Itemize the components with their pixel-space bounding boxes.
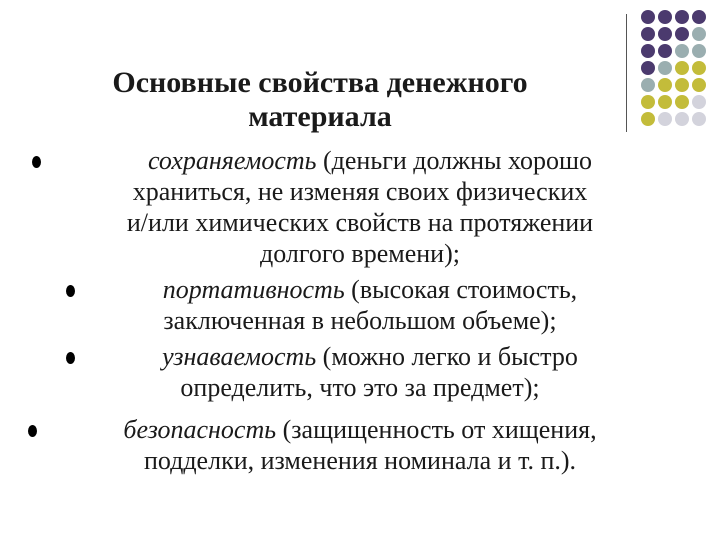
- decorative-dot: [658, 112, 672, 126]
- slide-title: [40, 66, 600, 134]
- list-item-4-line-1: [0, 415, 720, 445]
- decorative-dot: [692, 112, 706, 126]
- list-item-1-line-2: храниться, не изменяя своих физических: [132, 177, 588, 206]
- decorative-dot: [675, 61, 689, 75]
- decorative-dot: [658, 95, 672, 109]
- term-label: сохраняемость: [147, 146, 317, 175]
- list-item-3-line-1: [10, 342, 720, 372]
- list-item-1-line-3: и/или химических свойств на протяжении: [126, 208, 594, 237]
- decorative-dot: [658, 61, 672, 75]
- decorative-dot: [641, 61, 655, 75]
- decorative-dot: [692, 10, 706, 24]
- term-label: портативность: [162, 275, 345, 304]
- decorative-dot: [675, 10, 689, 24]
- decorative-dot: [641, 78, 655, 92]
- decorative-dot: [692, 78, 706, 92]
- item-text: (можно легко и быстро: [316, 342, 578, 371]
- title-line-1: Основные свойства денежного: [112, 66, 528, 99]
- term-label: узнаваемость: [162, 342, 317, 371]
- list-item-3-line-2: определить, что это за предмет);: [180, 373, 540, 402]
- decorative-dot: [675, 44, 689, 58]
- decorative-dot: [641, 95, 655, 109]
- decorative-dot: [641, 27, 655, 41]
- decorative-dot: [641, 112, 655, 126]
- item-text: (высокая стоимость,: [344, 275, 578, 304]
- decorative-dot: [692, 27, 706, 41]
- decorative-dot: [675, 78, 689, 92]
- decorative-dot: [692, 44, 706, 58]
- decorative-dot: [641, 44, 655, 58]
- decorative-dot: [658, 27, 672, 41]
- decorative-dot: [675, 112, 689, 126]
- item-text: (защищенность от хищения,: [276, 415, 597, 444]
- list-item-1-line-1: [10, 146, 720, 176]
- decorative-dot: [675, 27, 689, 41]
- decorative-dot: [692, 95, 706, 109]
- decorative-dot: [658, 44, 672, 58]
- list-item-4-line-2: подделки, изменения номинала и т. п.).: [143, 446, 577, 475]
- list-item-2-line-2: заключенная в небольшом объеме);: [163, 306, 557, 335]
- divider-line: [626, 14, 627, 132]
- term-label: безопасность: [123, 415, 277, 444]
- decorative-dot: [675, 95, 689, 109]
- decorative-dot: [658, 78, 672, 92]
- list-item-1-line-4: долгого времени);: [260, 239, 460, 268]
- decorative-dot: [641, 10, 655, 24]
- decorative-dot: [692, 61, 706, 75]
- item-text: (деньги должны хорошо: [316, 146, 593, 175]
- decorative-dot: [658, 10, 672, 24]
- list-item-2-line-1: [10, 275, 720, 305]
- title-line-2: материала: [248, 100, 392, 133]
